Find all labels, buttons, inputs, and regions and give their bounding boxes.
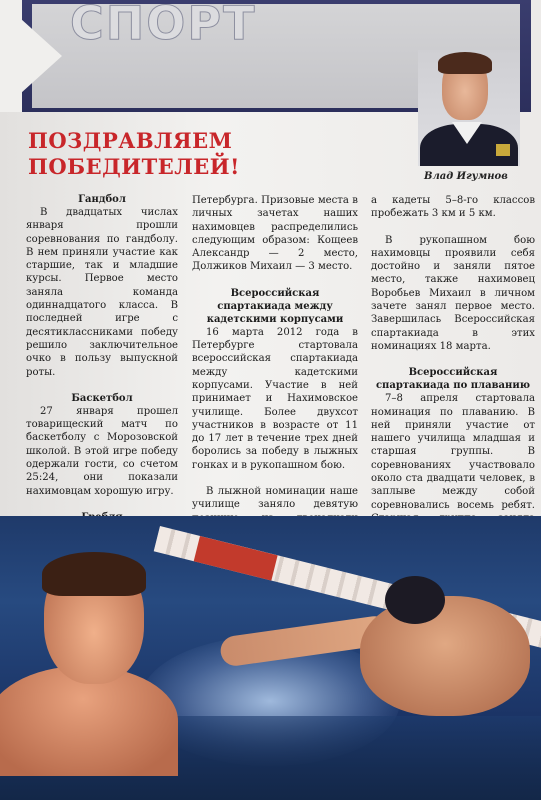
header-arrow xyxy=(0,0,62,112)
lane-rope-red-segment xyxy=(194,536,278,581)
paragraph-swimming: 7–8 апреля стартовала номинация по плаванию. В ней приняли участие от нашего училища младшая и старшая группы. В соревнованиях участвовало около ста двадцати человек, в заплыве между собой соревновались восемь ребят. xyxy=(371,393,535,511)
headline-line-1: ПОЗДРАВЛЯЕМ xyxy=(28,128,233,153)
portrait-photo xyxy=(418,50,520,166)
section-heading-handball: Гандбол xyxy=(78,194,126,205)
swimmer-back-head xyxy=(385,576,445,624)
portrait-hair xyxy=(438,52,492,74)
swimmer-back-torso xyxy=(360,596,530,716)
swimming-photo xyxy=(0,516,541,800)
section-heading-basketball: Баскетбол xyxy=(71,392,133,404)
portrait-caption: Влад Игумнов xyxy=(424,171,508,182)
paragraph-skiing-cont: а кадеты 5–8-го классов пробежать 3 км и 5 км. xyxy=(371,195,535,220)
swimmer-front-hair xyxy=(42,552,146,596)
swimmer-back xyxy=(220,576,541,726)
section-title: СПОРТ xyxy=(70,0,257,50)
headline-line-2: ПОБЕДИТЕЛЕЙ! xyxy=(28,154,240,179)
section-heading-swimming: Всероссийская спартакиада по плаванию xyxy=(375,367,531,392)
paragraph-combat: В рукопашном бою нахимовцы проявили себя достойно и заняли пятое место, также нахимовец Воробьев Михаил в личном зачете занял первое место. Завершилась Всероссийская спартакиада в этих номинациях 18 марта. xyxy=(371,234,535,352)
paragraph-rowing-cont: Петербурга. Призовые места в личных зачетах наших нахимовцев распределились следующим образом: Кощеев Александр — 2 место, Должиков Михаил — 3 место. xyxy=(192,195,358,273)
paragraph-basketball: 27 января прошел товарищеский матч по баскетболу с Морозовской школой. В этой игре победу одержали гости, со счетом 25:24, они показали нахимовцам хорошую игру. xyxy=(26,405,178,497)
paragraph-skiing: В лыжной номинации наше училище заняло девятую xyxy=(192,486,358,511)
article-headline xyxy=(28,128,388,180)
paragraph-spartakiad: 16 марта 2012 года в Петербурге стартовала всероссийская спартакиада между кадетскими корпусами. Участие в ней принимает и Нахимовское училище. Более двухсот участников в возрасте от 11 до 17 лет в течение трех дней боролись за победу в лыжных гонках и в рукопашном бою. xyxy=(192,326,358,471)
swimmer-front xyxy=(8,556,158,776)
paragraph-handball: В двадцатых числах января прошли соревнования по гандболу. В нем приняли участие как старшие, так и младшие курсы. Первое место заняла команда одиннадцатого класса. В последней игре с десятиклассниками победу решило заключительное очко в пользу выпускной роты. xyxy=(26,207,178,378)
portrait-badge xyxy=(496,144,510,156)
section-heading-spartakiad: Всероссийская спартакиада между кадетскими корпусами xyxy=(206,287,344,325)
